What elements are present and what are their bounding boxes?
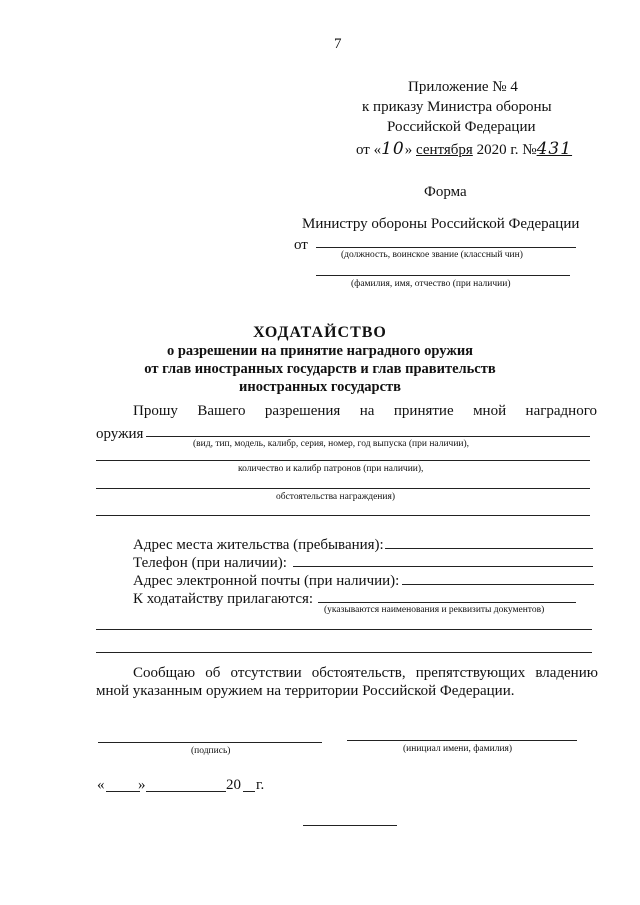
hint-weapon: (вид, тип, модель, калибр, серия, номер, год выпуска (при наличии), (193, 439, 470, 449)
closing-separator (303, 825, 397, 826)
date-day-handwritten: 10 (381, 139, 405, 159)
order-reference: к приказу Министра обороны (362, 99, 552, 115)
hint-initials: (инициал имени, фамилия) (403, 744, 513, 754)
declaration-word: препятствующих (415, 665, 526, 681)
email-line[interactable] (402, 584, 594, 585)
request-word: наградного (525, 403, 597, 419)
order-issuer: Российской Федерации (387, 119, 536, 135)
form-label: Форма (424, 184, 467, 200)
hint-attached: (указываются наименования и реквизиты документов) (324, 605, 545, 615)
weapon-label: оружия (96, 426, 144, 442)
phone-label: Телефон (при наличии): (133, 555, 287, 571)
hint-name: (фамилия, имя, отчество (при наличии) (351, 279, 511, 289)
title-line-1: о разрешении на принятие наградного оружия (166, 343, 474, 359)
order-date (356, 139, 572, 159)
signature-line[interactable] (98, 742, 322, 743)
date-prefix: от « (356, 142, 382, 158)
hint-position: (должность, воинское звание (классный чин) (341, 250, 523, 260)
request-word: мной (473, 403, 507, 419)
date-day-line[interactable] (106, 791, 140, 792)
attached-label: К ходатайству прилагаются: (133, 591, 314, 607)
attached-line[interactable] (318, 602, 576, 603)
title-line-2: от глав иностранных государств и глав правительств (144, 361, 496, 377)
extra-line[interactable] (96, 515, 590, 516)
request-word: принятие (393, 403, 454, 419)
from-name-line[interactable] (316, 275, 570, 276)
date-open-quote: « (97, 777, 105, 793)
attached-line-2[interactable] (96, 629, 592, 630)
date-month: сентября (416, 142, 473, 158)
request-word: разрешения (264, 403, 341, 419)
declaration-word: владению (535, 665, 598, 681)
request-line (133, 403, 597, 420)
date-month-line[interactable] (146, 791, 226, 792)
declaration-word: Сообщаю (133, 665, 196, 681)
title-line-3: иностранных государств (238, 379, 401, 395)
ammo-line[interactable] (96, 460, 590, 461)
declaration-word: об (205, 665, 221, 681)
date-year-suffix: г. (256, 777, 265, 793)
addressee-to: Министру обороны Российской Федерации (302, 216, 580, 232)
circumstances-line[interactable] (96, 488, 590, 489)
declaration-word: обстоятельств, (311, 665, 406, 681)
date-year: 2020 г. № (472, 142, 537, 158)
attached-line-3[interactable] (96, 652, 592, 653)
email-label: Адрес электронной почты (при наличии): (133, 573, 400, 589)
phone-line[interactable] (293, 566, 593, 567)
request-word: Вашего (197, 403, 246, 419)
address-line[interactable] (385, 548, 593, 549)
appendix-number: Приложение № 4 (408, 79, 518, 95)
hint-circumstances: обстоятельства награждения) (276, 492, 396, 502)
document-title: ХОДАТАЙСТВО (253, 324, 387, 341)
weapon-line[interactable] (146, 436, 590, 437)
declaration-line-1 (133, 665, 598, 682)
from-position-line[interactable] (316, 247, 576, 248)
request-word: на (359, 403, 375, 419)
date-mid: » (404, 142, 416, 158)
declaration-word: отсутствии (230, 665, 302, 681)
order-number-handwritten: 431 (536, 139, 573, 159)
page-number: 7 (334, 36, 342, 52)
declaration-line-2: мной указанным оружием на территории Российской Федерации. (96, 683, 515, 699)
from-label: от (294, 237, 308, 253)
date-century: 20 (226, 777, 241, 793)
hint-ammo: количество и калибр патронов (при наличии), (238, 464, 424, 474)
initials-line[interactable] (347, 740, 577, 741)
date-year-line[interactable] (243, 791, 255, 792)
request-word: Прошу (133, 403, 178, 419)
hint-signature: (подпись) (191, 746, 231, 756)
address-label: Адрес места жительства (пребывания): (133, 537, 384, 553)
date-close-quote: » (138, 777, 146, 793)
